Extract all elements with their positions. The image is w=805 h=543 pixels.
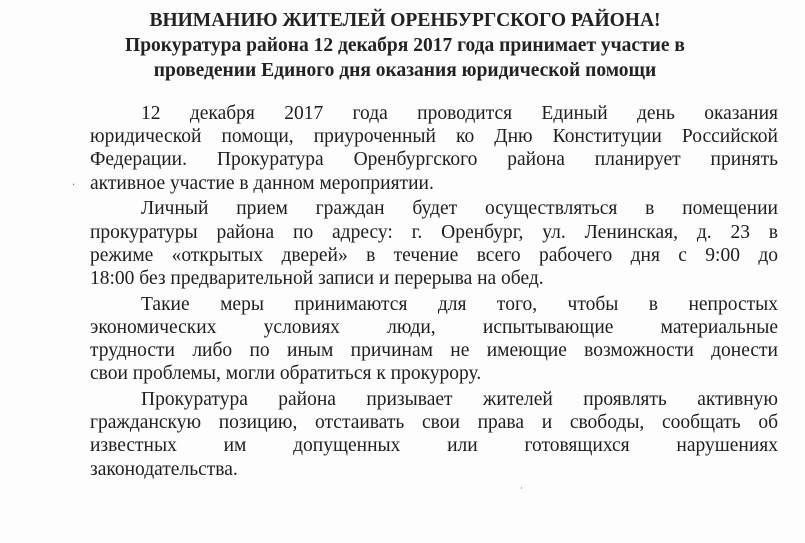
paragraph-line: прокуратуры района по адресу: г. Оренбург, ул. Ленинская, д. 23 в bbox=[90, 221, 778, 243]
header-subtitle-line-1: Прокуратура района 12 декабря 2017 года принимает участие в bbox=[125, 35, 685, 56]
paragraph-1 bbox=[90, 102, 778, 195]
paragraph-line: Такие меры принимаются для того, чтобы в непростых bbox=[141, 293, 778, 315]
paragraph-3 bbox=[90, 293, 778, 386]
paragraph-line: экономических условиях люди, испытывающие материальные bbox=[90, 316, 778, 338]
scan-speck: · bbox=[72, 180, 76, 191]
paragraph-line: 18:00 без предварительной записи и перерыва на обед. bbox=[90, 267, 544, 289]
paragraph-4 bbox=[90, 388, 778, 481]
header-title: ВНИМАНИЮ ЖИТЕЛЕЙ ОРЕНБУРГСКОГО РАЙОНА! bbox=[149, 10, 661, 31]
paragraph-2 bbox=[90, 197, 778, 290]
paragraph-line: активное участие в данном мероприятии. bbox=[90, 172, 434, 194]
document-header bbox=[40, 8, 770, 83]
scan-speck: · bbox=[520, 484, 523, 494]
paragraph-line: трудности либо по иным причинам не имеющие возможности донести bbox=[90, 340, 778, 362]
document-body bbox=[90, 102, 778, 483]
paragraph-line: Личный прием граждан будет осуществляться в помещении bbox=[141, 198, 778, 220]
header-subtitle-line-2: проведении Единого дня оказания юридической помощи bbox=[153, 60, 657, 81]
paragraph-line: 12 декабря 2017 года проводится Единый день оказания bbox=[141, 103, 778, 124]
paragraph-line: законодательства. bbox=[90, 458, 238, 480]
paragraph-line: юридической помощи, приуроченный ко Дню Конституции Российской bbox=[90, 126, 778, 148]
paragraph-line: Федерации. Прокуратура Оренбургского района планирует принять bbox=[90, 149, 778, 171]
paragraph-line: свои проблемы, могли обратиться к прокурору. bbox=[90, 363, 482, 385]
paragraph-line: режиме «открытых дверей» в течение всего рабочего дня с 9:00 до bbox=[90, 244, 778, 266]
paragraph-line: гражданскую позицию, отстаивать свои права и свободы, сообщать об bbox=[90, 412, 778, 434]
paragraph-line: Прокуратура района призывает жителей проявлять активную bbox=[141, 389, 778, 411]
paragraph-line: известных им допущенных или готовящихся нарушениях bbox=[90, 435, 778, 457]
